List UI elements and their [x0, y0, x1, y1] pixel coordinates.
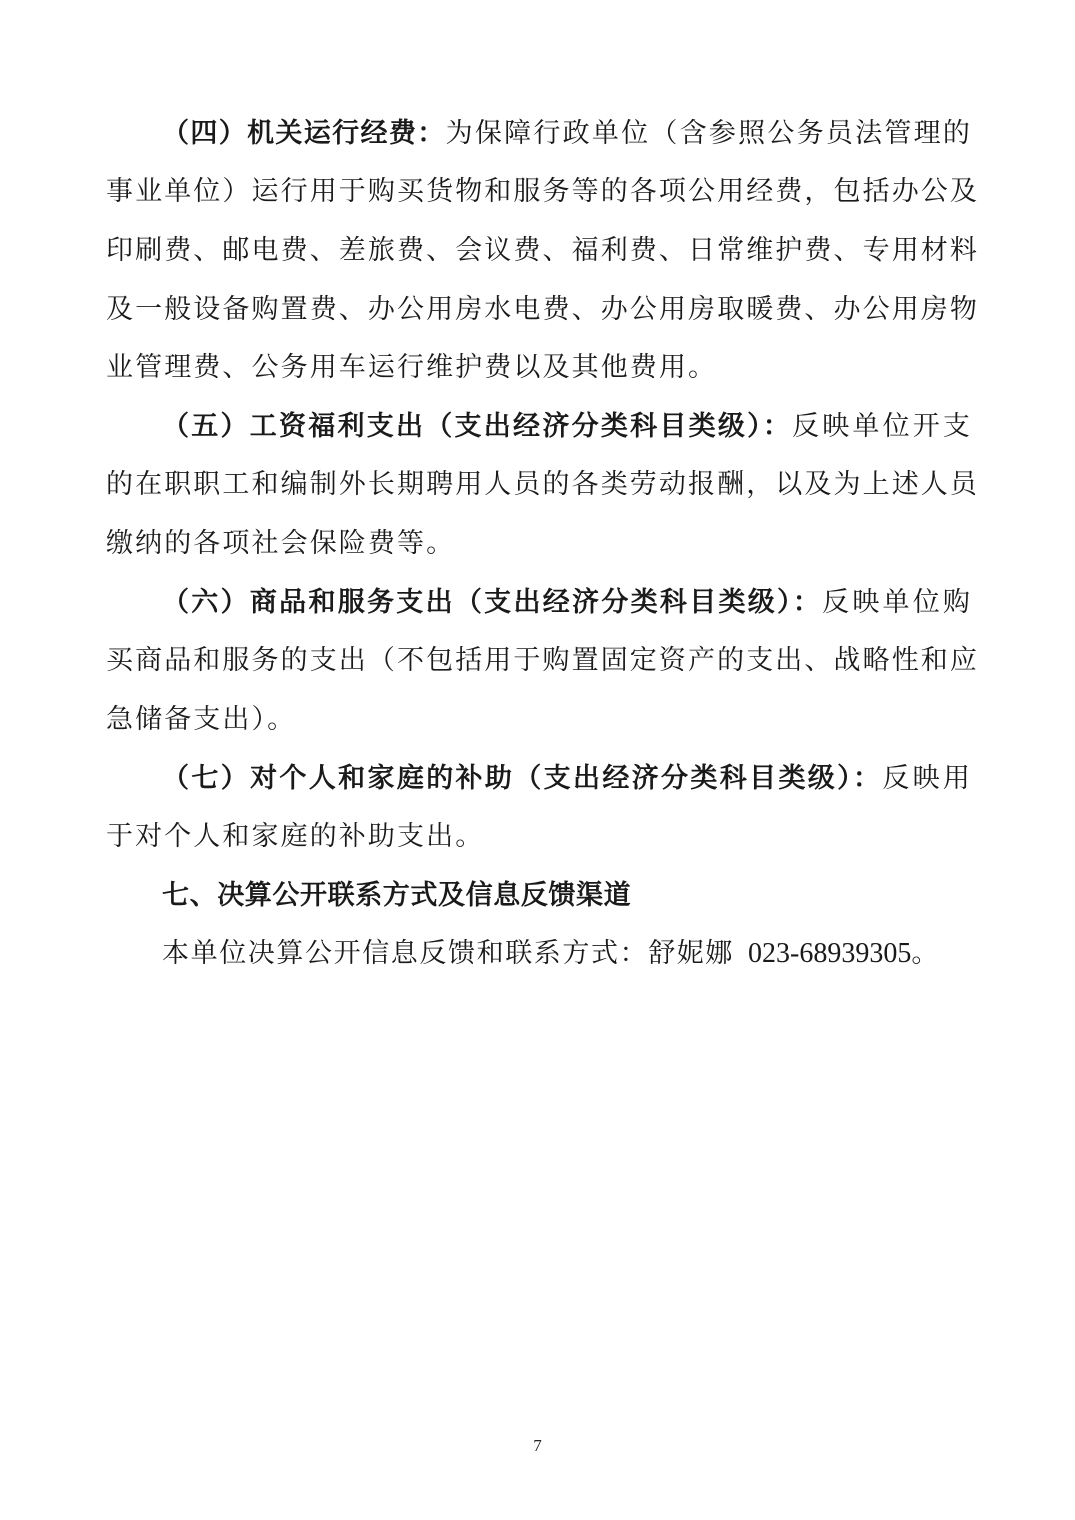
section-six-line-3: 急储备支出）。: [106, 704, 297, 735]
section-four-line-3: 印刷费、邮电费、差旅费、会议费、福利费、日常维护费、专用材料: [106, 235, 979, 266]
page-number: 7: [533, 1436, 542, 1455]
section-five-text-1: 反映单位开支: [792, 411, 972, 442]
section-heading: 七、决算公开联系方式及信息反馈渠道: [162, 880, 632, 911]
section-seven-text-1: 反映用: [882, 763, 973, 794]
section-four-line-4: 及一般设备购置费、办公用房水电费、办公用房取暖费、办公用房物: [106, 294, 979, 325]
section-five-line-3: 缴纳的各项社会保险费等。: [106, 528, 456, 559]
section-six-line-1: [162, 583, 972, 623]
contact-phone: 023-68939305: [748, 938, 912, 969]
section-four-line-2: 事业单位）运行用于购买货物和服务等的各项公用经费，包括办公及: [106, 176, 979, 207]
section-four-text-1: 为保障行政单位（含参照公务员法管理的: [445, 118, 972, 149]
section-four-line-5: 业管理费、公务用车运行维护费以及其他费用。: [106, 352, 718, 383]
contact-line: [162, 934, 972, 974]
section-seven-label: （七）对个人和家庭的补助（支出经济分类科目类级）：: [162, 763, 883, 794]
section-four-line-1: [162, 114, 972, 154]
section-five-line-1: [162, 407, 972, 447]
contact-label: 本单位决算公开信息反馈和联系方式：舒妮娜: [162, 938, 734, 969]
section-seven-line-2: 于对个人和家庭的补助支出。: [106, 821, 485, 852]
section-five-label: （五）工资福利支出（支出经济分类科目类级）：: [162, 411, 793, 442]
section-four-label: （四）机关运行经费：: [162, 118, 446, 149]
section-six-line-2: 买商品和服务的支出（不包括用于购置固定资产的支出、战略性和应: [106, 645, 979, 676]
section-seven-line-1: [162, 759, 972, 799]
section-five-line-2: 的在职职工和编制外长期聘用人员的各类劳动报酬，以及为上述人员: [106, 469, 979, 500]
section-six-text-1: 反映单位购: [822, 587, 972, 618]
section-six-label: （六）商品和服务支出（支出经济分类科目类级）：: [162, 587, 823, 618]
contact-end: 。: [911, 938, 940, 969]
